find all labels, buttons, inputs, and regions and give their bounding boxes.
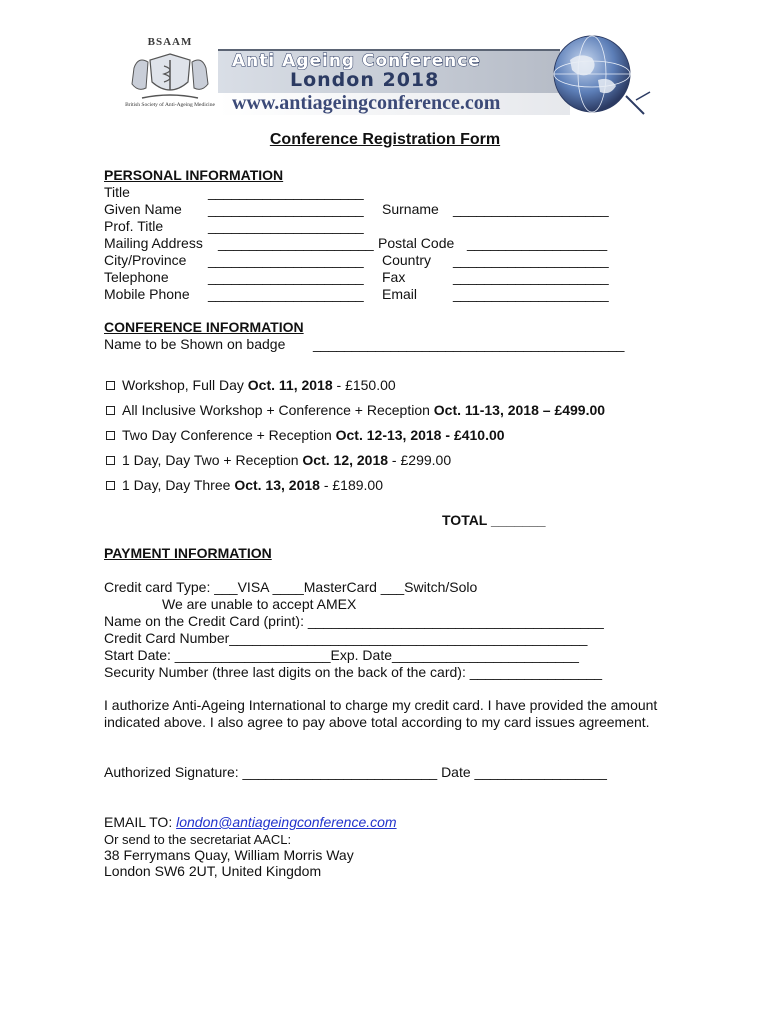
option-separator: –: [538, 402, 555, 418]
mailing-address-field[interactable]: ____________________: [218, 235, 374, 251]
security-number-line[interactable]: Security Number (three last digits on the back of the card): _________________: [104, 664, 603, 680]
banner-subtitle: London 2018: [290, 69, 440, 91]
address-line-1: 38 Ferrymans Quay, William Morris Way: [104, 847, 354, 863]
badge-field[interactable]: ________________________________________: [313, 336, 625, 352]
mobile-label: Mobile Phone: [104, 286, 190, 302]
page-title: Conference Registration Form: [269, 131, 501, 148]
prof-title-label: Prof. Title: [104, 218, 164, 234]
telephone-label: Telephone: [104, 269, 169, 285]
checkbox-icon[interactable]: [106, 431, 115, 440]
globe-icon: [540, 30, 652, 118]
email-field[interactable]: ____________________: [453, 286, 609, 302]
email-link[interactable]: london@antiageingconference.com: [176, 814, 397, 830]
address-line-2: London SW6 2UT, United Kingdom: [104, 863, 322, 879]
conference-heading: CONFERENCE INFORMATION: [104, 319, 304, 335]
total-row: [442, 512, 546, 529]
payment-heading: PAYMENT INFORMATION: [104, 545, 272, 561]
postal-code-label: Postal Code: [378, 235, 455, 251]
total-field[interactable]: _______: [491, 512, 546, 528]
option-price: £410.00: [453, 427, 505, 443]
option-text: Workshop, Full Day: [122, 377, 248, 393]
email-to-label: EMAIL TO:: [104, 814, 177, 830]
given-name-label: Given Name: [104, 201, 182, 217]
option-separator: -: [332, 377, 346, 393]
secretariat-note: Or send to the secretariat AACL:: [104, 832, 292, 847]
surname-field[interactable]: ____________________: [453, 201, 609, 217]
option-date: Oct. 11-13, 2018: [433, 402, 539, 418]
option-day-three[interactable]: [106, 477, 383, 494]
signature-line[interactable]: Authorized Signature: _________________________ Date _________________: [104, 764, 607, 780]
option-price: £150.00: [345, 377, 396, 393]
authorization-text: I authorize Anti-Ageing International to charge my credit card. I have provided the amount indicated above. I also agree to pay above total according to my card issues agreement.: [104, 697, 658, 730]
option-price: £189.00: [332, 477, 383, 493]
personal-heading: PERSONAL INFORMATION: [104, 167, 284, 183]
fax-label: Fax: [382, 269, 406, 285]
checkbox-icon[interactable]: [106, 456, 115, 465]
badge-label: Name to be Shown on badge: [104, 336, 286, 352]
mailing-address-label: Mailing Address: [104, 235, 203, 251]
option-separator: -: [441, 427, 454, 443]
given-name-field[interactable]: ____________________: [208, 201, 364, 217]
banner-url: www.antiageingconference.com: [232, 92, 501, 114]
option-date: Oct. 13, 2018: [234, 477, 320, 493]
option-price: £499.00: [554, 402, 606, 418]
title-field[interactable]: ____________________: [208, 184, 364, 200]
card-number-line[interactable]: Credit Card Number______________________________________________: [104, 630, 588, 646]
option-text: All Inclusive Workshop + Conference + Reception: [122, 402, 434, 418]
logo-title: BSAAM: [147, 36, 193, 48]
logo-subtitle: British Society of Anti-Ageing Medicine: [125, 102, 215, 108]
option-date: Oct. 12-13, 2018: [335, 427, 442, 443]
option-workshop[interactable]: [106, 377, 396, 394]
email-label: Email: [382, 286, 418, 302]
postal-code-field[interactable]: __________________: [467, 235, 608, 251]
checkbox-icon[interactable]: [106, 381, 115, 390]
mobile-field[interactable]: ____________________: [208, 286, 364, 302]
card-dates-line[interactable]: Start Date: ____________________Exp. Date________________________: [104, 647, 579, 663]
country-label: Country: [382, 252, 432, 268]
banner-title: Anti Ageing Conference: [232, 51, 481, 71]
bsaam-logo: [120, 36, 220, 112]
fax-field[interactable]: ____________________: [453, 269, 609, 285]
option-all-inclusive[interactable]: [106, 402, 605, 419]
option-text: Two Day Conference + Reception: [122, 427, 336, 443]
card-name-line[interactable]: Name on the Credit Card (print): ______________________________________: [104, 613, 604, 629]
email-to-line: [104, 814, 397, 831]
telephone-field[interactable]: ____________________: [208, 269, 364, 285]
checkbox-icon[interactable]: [106, 406, 115, 415]
city-label: City/Province: [104, 252, 187, 268]
city-field[interactable]: ____________________: [208, 252, 364, 268]
country-field[interactable]: ____________________: [453, 252, 609, 268]
option-text: 1 Day, Day Two + Reception: [122, 452, 303, 468]
option-date: Oct. 11, 2018: [247, 377, 333, 393]
option-date: Oct. 12, 2018: [302, 452, 389, 468]
card-type-line[interactable]: Credit card Type: ___VISA ____MasterCard ___Switch/Solo: [104, 579, 478, 595]
surname-label: Surname: [382, 201, 439, 217]
prof-title-field[interactable]: ____________________: [208, 218, 364, 234]
option-text: 1 Day, Day Three: [122, 477, 235, 493]
option-price: £299.00: [400, 452, 452, 468]
crest-icon: [128, 48, 212, 102]
checkbox-icon[interactable]: [106, 481, 115, 490]
option-day-two[interactable]: [106, 452, 451, 469]
amex-note: We are unable to accept AMEX: [162, 596, 357, 612]
option-separator: -: [319, 477, 333, 493]
title-label: Title: [104, 184, 130, 200]
total-label: TOTAL: [442, 512, 488, 528]
option-two-day[interactable]: [106, 427, 505, 444]
option-separator: -: [388, 452, 401, 468]
